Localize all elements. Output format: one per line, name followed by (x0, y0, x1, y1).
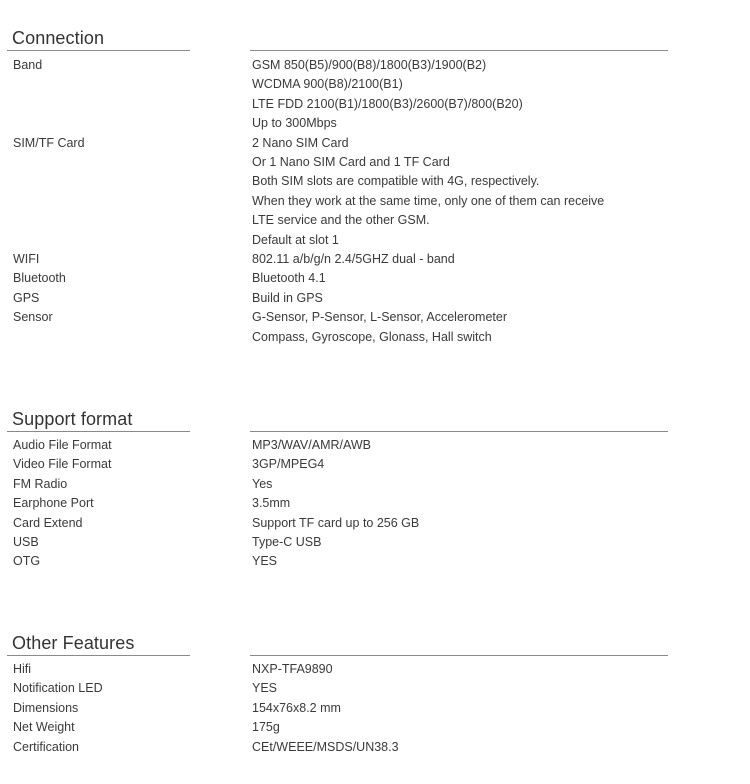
spec-value-line: CEt/WEEE/MSDS/UN38.3 (252, 739, 399, 754)
spec-label: Hifi (13, 662, 32, 676)
section-divider-right (250, 655, 668, 656)
section-divider-left (7, 431, 190, 432)
spec-value (252, 475, 272, 494)
spec-label: Certification (13, 739, 79, 754)
spec-label: Earphone Port (13, 496, 94, 511)
spec-value (252, 134, 604, 250)
spec-value-line: 175g (252, 720, 280, 735)
spec-value-line: Both SIM slots are compatible with 4G, respectively. (252, 174, 540, 189)
spec-value (252, 679, 277, 698)
section-divider-left (7, 50, 190, 51)
spec-value-line: 3.5mm (252, 496, 291, 511)
spec-value-line: Support TF card up to 256 GB (252, 515, 420, 530)
spec-value (252, 699, 341, 718)
spec-label: Bluetooth (13, 271, 66, 286)
spec-value (252, 308, 507, 347)
spec-label: Card Extend (13, 515, 83, 530)
spec-value-line: WCDMA 900(B8)/2100(B1) (252, 77, 403, 92)
spec-value-line: Bluetooth 4.1 (252, 271, 326, 286)
spec-value-line: Default at slot 1 (252, 232, 339, 247)
spec-value (252, 718, 280, 737)
spec-value (252, 514, 419, 533)
spec-value (252, 269, 326, 288)
spec-value-line: 3GP/MPEG4 (252, 457, 325, 472)
section-title: Connection (12, 28, 105, 48)
spec-label: WIFI (13, 252, 40, 266)
spec-value (252, 250, 455, 269)
spec-value-line: YES (252, 554, 278, 569)
section-title: Other Features (12, 633, 135, 653)
spec-value-line: 802.11 a/b/g/n 2.4/5GHZ dual - band (252, 252, 455, 266)
spec-value-line: Build in GPS (252, 290, 323, 305)
spec-value (252, 455, 324, 474)
spec-value (252, 56, 523, 134)
spec-value (252, 533, 321, 552)
spec-value-line: Compass, Gyroscope, Glonass, Hall switch (252, 329, 492, 344)
section-divider-right (250, 431, 668, 432)
spec-value-line: Or 1 Nano SIM Card and 1 TF Card (252, 154, 450, 169)
spec-value-line: Yes (252, 476, 273, 491)
spec-value-line: NXP-TFA9890 (252, 662, 333, 676)
spec-label: Dimensions (13, 700, 79, 715)
spec-value (252, 738, 399, 757)
spec-label: Audio File Format (13, 438, 112, 452)
spec-label: Band (13, 58, 43, 72)
spec-value-line: MP3/WAV/AMR/AWB (252, 438, 371, 452)
spec-value (252, 436, 371, 455)
spec-value-line: LTE FDD 2100(B1)/1800(B3)/2600(B7)/800(B20) (252, 96, 523, 111)
spec-value-line: G-Sensor, P-Sensor, L-Sensor, Accelerometer (252, 310, 507, 325)
spec-label: Video File Format (13, 457, 112, 472)
section-divider-left (7, 655, 190, 656)
spec-value (252, 552, 277, 571)
spec-label: SIM/TF Card (13, 135, 85, 150)
section-title: Support format (12, 409, 133, 429)
spec-value-line: GSM 850(B5)/900(B8)/1800(B3)/1900(B2) (252, 58, 487, 72)
spec-label: FM Radio (13, 476, 68, 491)
spec-label: Net Weight (13, 720, 75, 735)
spec-value-line: Type-C USB (252, 535, 322, 549)
spec-value-line: YES (252, 681, 278, 696)
spec-value-line: LTE service and the other GSM. (252, 213, 430, 228)
spec-value-line: 154x76x8.2 mm (252, 700, 341, 715)
spec-label: USB (13, 535, 39, 549)
spec-label: Sensor (13, 310, 53, 325)
spec-value-line: Up to 300Mbps (252, 116, 337, 131)
spec-value (252, 289, 323, 308)
spec-label: Notification LED (13, 681, 103, 696)
spec-value-line: When they work at the same time, only one of them can receive (252, 193, 605, 208)
spec-value (252, 660, 333, 679)
section-divider-right (250, 50, 668, 51)
spec-label: OTG (13, 554, 41, 569)
spec-label: GPS (13, 290, 40, 305)
spec-value (252, 494, 290, 513)
spec-value-line: 2 Nano SIM Card (252, 135, 349, 150)
